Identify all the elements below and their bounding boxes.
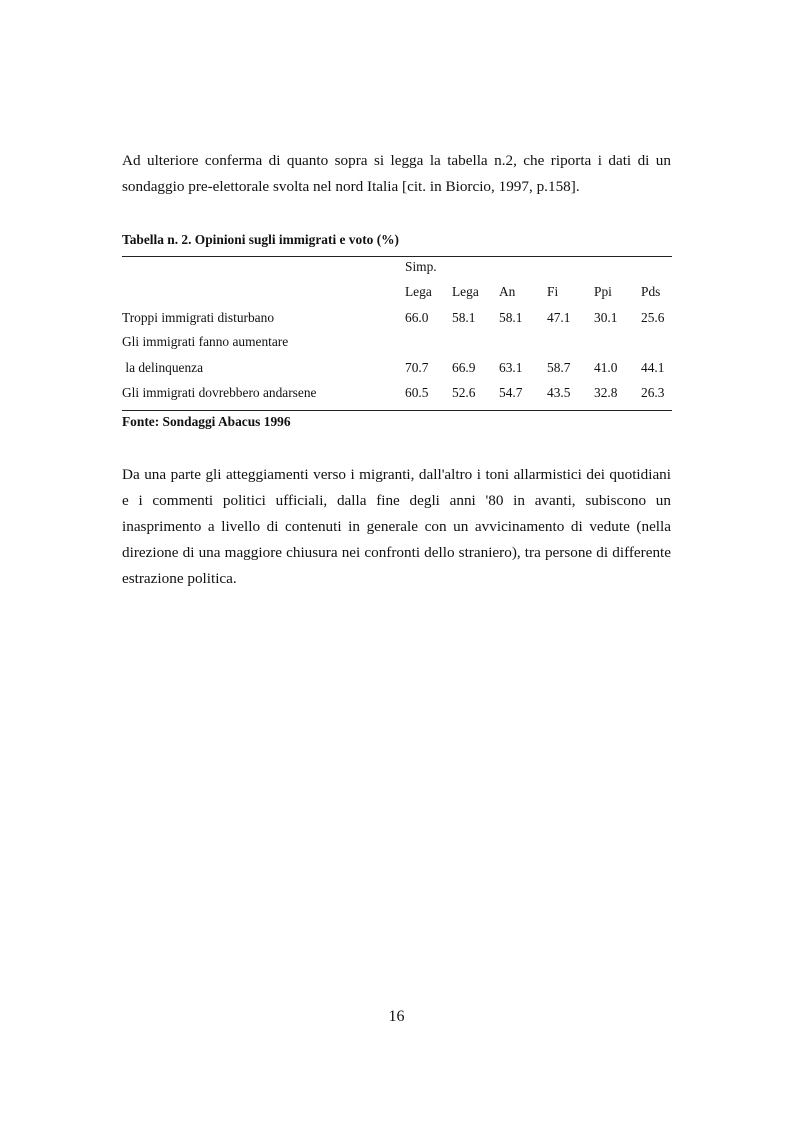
table-cell: 63.1 — [499, 360, 523, 375]
page-number: 16 — [388, 1008, 405, 1025]
row-label: Troppi immigrati disturbano — [122, 310, 275, 325]
table-cell: 70.7 — [405, 360, 429, 375]
body-paragraph: Da una parte gli atteggiamenti verso i migranti, dall'altro i toni allarmistici dei quotidiani e i commenti politici ufficiali, dalla fine degli anni '80 in avanti, subiscono un inasprimento a livello di contenuti in generale con un avvicinamento di vedute (nella direzione di una maggiore chiusura nei confronti dello straniero), tra persone di differente estrazione politica. — [122, 466, 671, 587]
header-cell: Pds — [641, 284, 661, 299]
table-header-row — [122, 284, 672, 304]
table-row — [122, 385, 672, 405]
table-cell: 32.8 — [594, 385, 618, 400]
row-label: Gli immigrati dovrebbero andarsene — [122, 385, 317, 400]
table-cell: 41.0 — [594, 360, 618, 375]
table-caption: Tabella n. 2. Opinioni sugli immigrati e voto (%) — [122, 232, 400, 247]
table-cell: 44.1 — [641, 360, 665, 375]
intro-paragraph: Ad ulteriore conferma di quanto sopra si legga la tabella n.2, che riporta i dati di un sondaggio pre-elettorale svolta nel nord Italia [cit. in Biorcio, 1997, p.158]. — [122, 152, 671, 195]
table-cell: 25.6 — [641, 310, 665, 325]
table-cell: 52.6 — [452, 385, 476, 400]
header-cell: An — [499, 284, 516, 299]
table-bottom-rule — [122, 410, 672, 411]
table-row — [122, 360, 672, 380]
table-cell: 54.7 — [499, 385, 523, 400]
table-cell: 58.7 — [547, 360, 571, 375]
table-cell: 26.3 — [641, 385, 665, 400]
row-label: Gli immigrati fanno aumentare — [122, 334, 289, 349]
table-source: Fonte: Sondaggi Abacus 1996 — [122, 414, 291, 429]
header-cell: Ppi — [594, 284, 612, 299]
header-cell: Lega — [405, 284, 432, 299]
table-cell: 30.1 — [594, 310, 618, 325]
table-cell: 47.1 — [547, 310, 571, 325]
row-label: la delinquenza — [122, 360, 204, 375]
header-cell: Fi — [547, 284, 559, 299]
table-header-row-top — [122, 259, 672, 279]
table-cell: 43.5 — [547, 385, 571, 400]
table-cell: 66.0 — [405, 310, 429, 325]
table-cell: 58.1 — [499, 310, 523, 325]
header-top-cell: Simp. — [405, 259, 437, 274]
table-row — [122, 310, 672, 330]
header-cell: Lega — [452, 284, 479, 299]
table-cell: 60.5 — [405, 385, 429, 400]
table-cell: 58.1 — [452, 310, 476, 325]
table-cell: 66.9 — [452, 360, 476, 375]
table-row — [122, 334, 672, 354]
table-top-rule — [122, 256, 672, 257]
